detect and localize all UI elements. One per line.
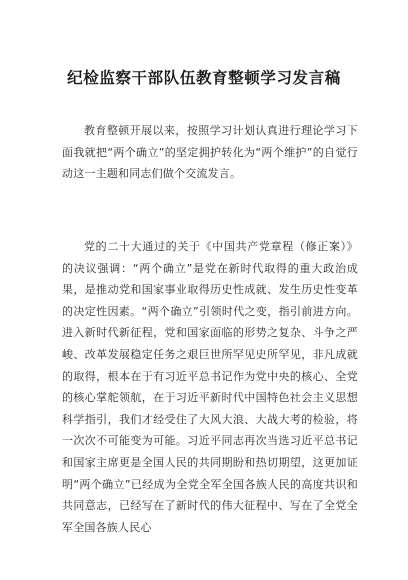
paragraph-intro: 教育整顿开展以来，按照学习计划认真进行理论学习下面我就把“两个确立”的坚定拥护转化为“两个维护”的自觉行动这一主题和同志们做个交流发言。	[62, 124, 358, 181]
paragraph-body: 党的二十大通过的关于《中国共产党章程（修正案）》的决议强调：“两个确立”是党在新时代取得的重大政治成果，是推动党和国家事业取得历史性成就、发生历史性变革的决定性因素。“两个确立”引领时代之变，指引前进方向。进入新时代新征程，党和国家面临的形势之复杂、斗争之严峻、改革发展稳定任务之艰巨世所罕见史所罕见，非凡成就的取得，根本在于有习近平总书记作为党中央的核心、全党的核心掌舵领航，在于习近平新时代中国特色社会主义思想科学指引，我们才经受住了大风大浪、大战大考的检验，将一次次不可能变为可能。习近平同志再次当选习近平总书记和国家主席更是全国人民的共同期盼和热切期望，这更加证明“两个确立”已经成为全党全军全国各族人民的高度共识和共同意志，已经写在了新时代的伟大征程中、写在了全党全军全国各族人民心	[62, 240, 358, 534]
document-title: 纪检监察干部队伍教育整顿学习发言稿	[67, 68, 341, 87]
